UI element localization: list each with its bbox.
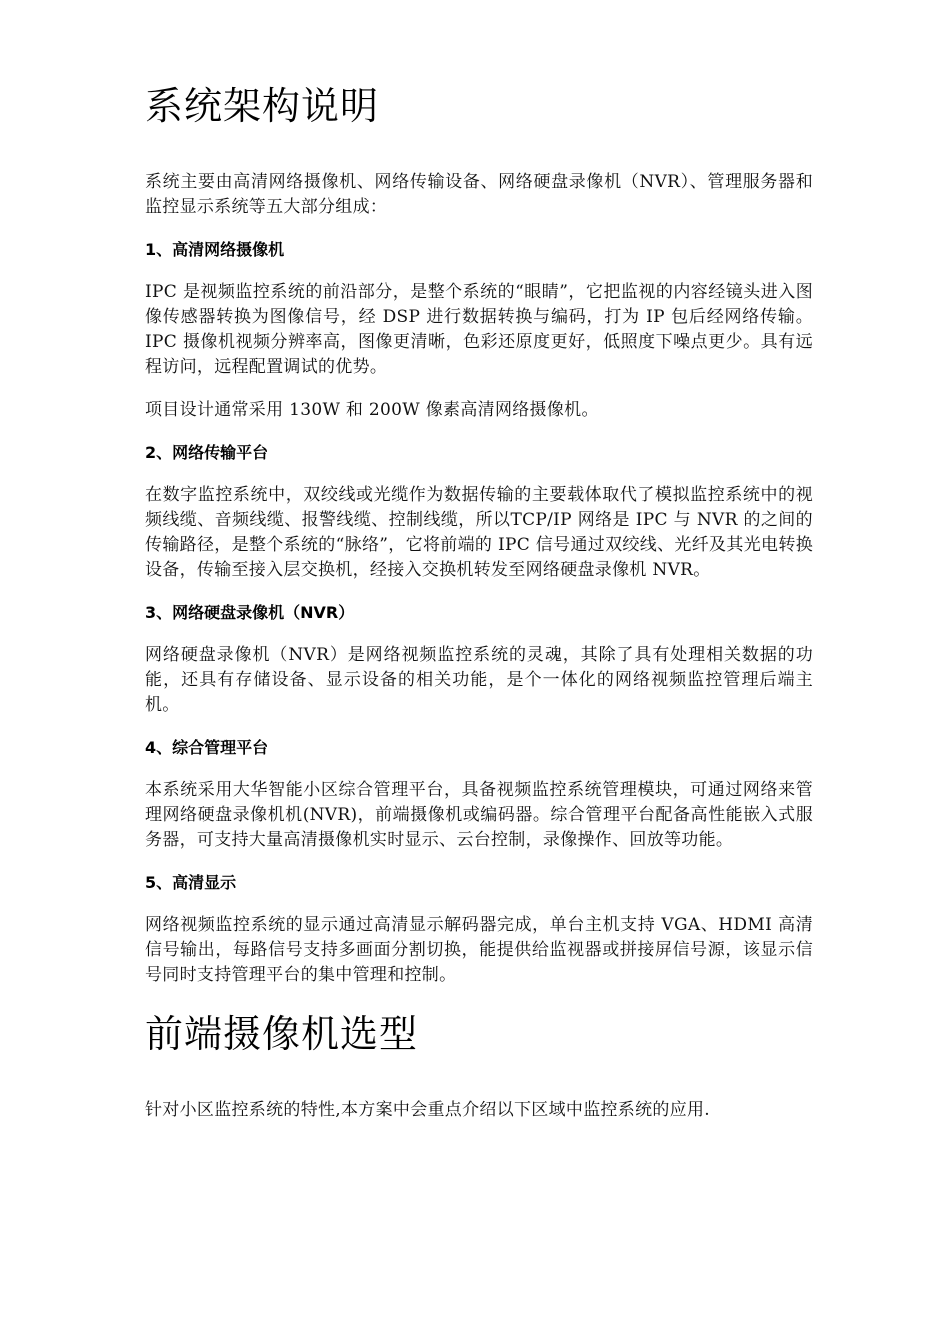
- paragraph-network-transport: 在数字监控系统中，双绞线或光缆作为数据传输的主要载体取代了模拟监控系统中的视频线缆、音频线缆、报警线缆、控制线缆，所以TCP/IP 网络是 IPC 与 NVR 的之间的传输路径，是整个系统的“脉络”，它将前端的 IPC 信号通过双绞线、光纤及其光电转换设备，传输至接入层交换机，经接入交换机转发至网络硬盘录像机 NVR。: [145, 485, 813, 580]
- heading-hd-camera: 1、高清网络摄像机: [145, 240, 285, 259]
- paragraph-management-platform: 本系统采用大华智能小区综合管理平台，具备视频监控系统管理模块，可通过网络来管理网络硬盘录像机机(NVR)，前端摄像机或编码器。综合管理平台配备高性能嵌入式服务器，可支持大量高清摄像机实时显示、云台控制，录像操作、回放等功能。: [145, 780, 813, 850]
- heading-management-platform: 4、综合管理平台: [145, 738, 269, 757]
- architecture-intro: 系统主要由高清网络摄像机、网络传输设备、网络硬盘录像机（NVR）、管理服务器和监控显示系统等五大部分组成：: [145, 172, 813, 217]
- section-title-camera-selection: 前端摄像机选型: [145, 1012, 419, 1056]
- document-page: [145, 78, 813, 1141]
- paragraph-nvr: 网络硬盘录像机（NVR）是网络视频监控系统的灵魂，其除了具有处理相关数据的功能，还具有存储设备、显示设备的相关功能，是个一体化的网络视频监控管理后端主机。: [145, 645, 813, 715]
- section-title-architecture: 系统架构说明: [145, 84, 380, 128]
- paragraph-hd-display: 网络视频监控系统的显示通过高清显示解码器完成，单台主机支持 VGA、HDMI 高清信号输出，每路信号支持多画面分割切换，能提供给监视器或拼接屏信号源，该显示信号同时支持管理平台的集中管理和控制。: [145, 915, 813, 985]
- heading-hd-display: 5、高清显示: [145, 873, 237, 892]
- camera-selection-intro: 针对小区监控系统的特性,本方案中会重点介绍以下区域中监控系统的应用.: [145, 1100, 711, 1120]
- heading-nvr: 3、网络硬盘录像机（NVR）: [145, 603, 355, 622]
- paragraph-ipc-description: IPC 是视频监控系统的前沿部分，是整个系统的“眼睛”，它把监视的内容经镜头进入图像传感器转换为图像信号，经 DSP 进行数据转换与编码，打为 IP 包后经网络传输。IPC 摄像机视频分辨率高，图像更清晰，色彩还原度更好，低照度下噪点更少。具有远程访问，远程配置调试的优势。: [145, 282, 813, 377]
- paragraph-camera-pixels: 项目设计通常采用 130W 和 200W 像素高清网络摄像机。: [145, 400, 599, 420]
- heading-network-transport: 2、网络传输平台: [145, 443, 269, 462]
